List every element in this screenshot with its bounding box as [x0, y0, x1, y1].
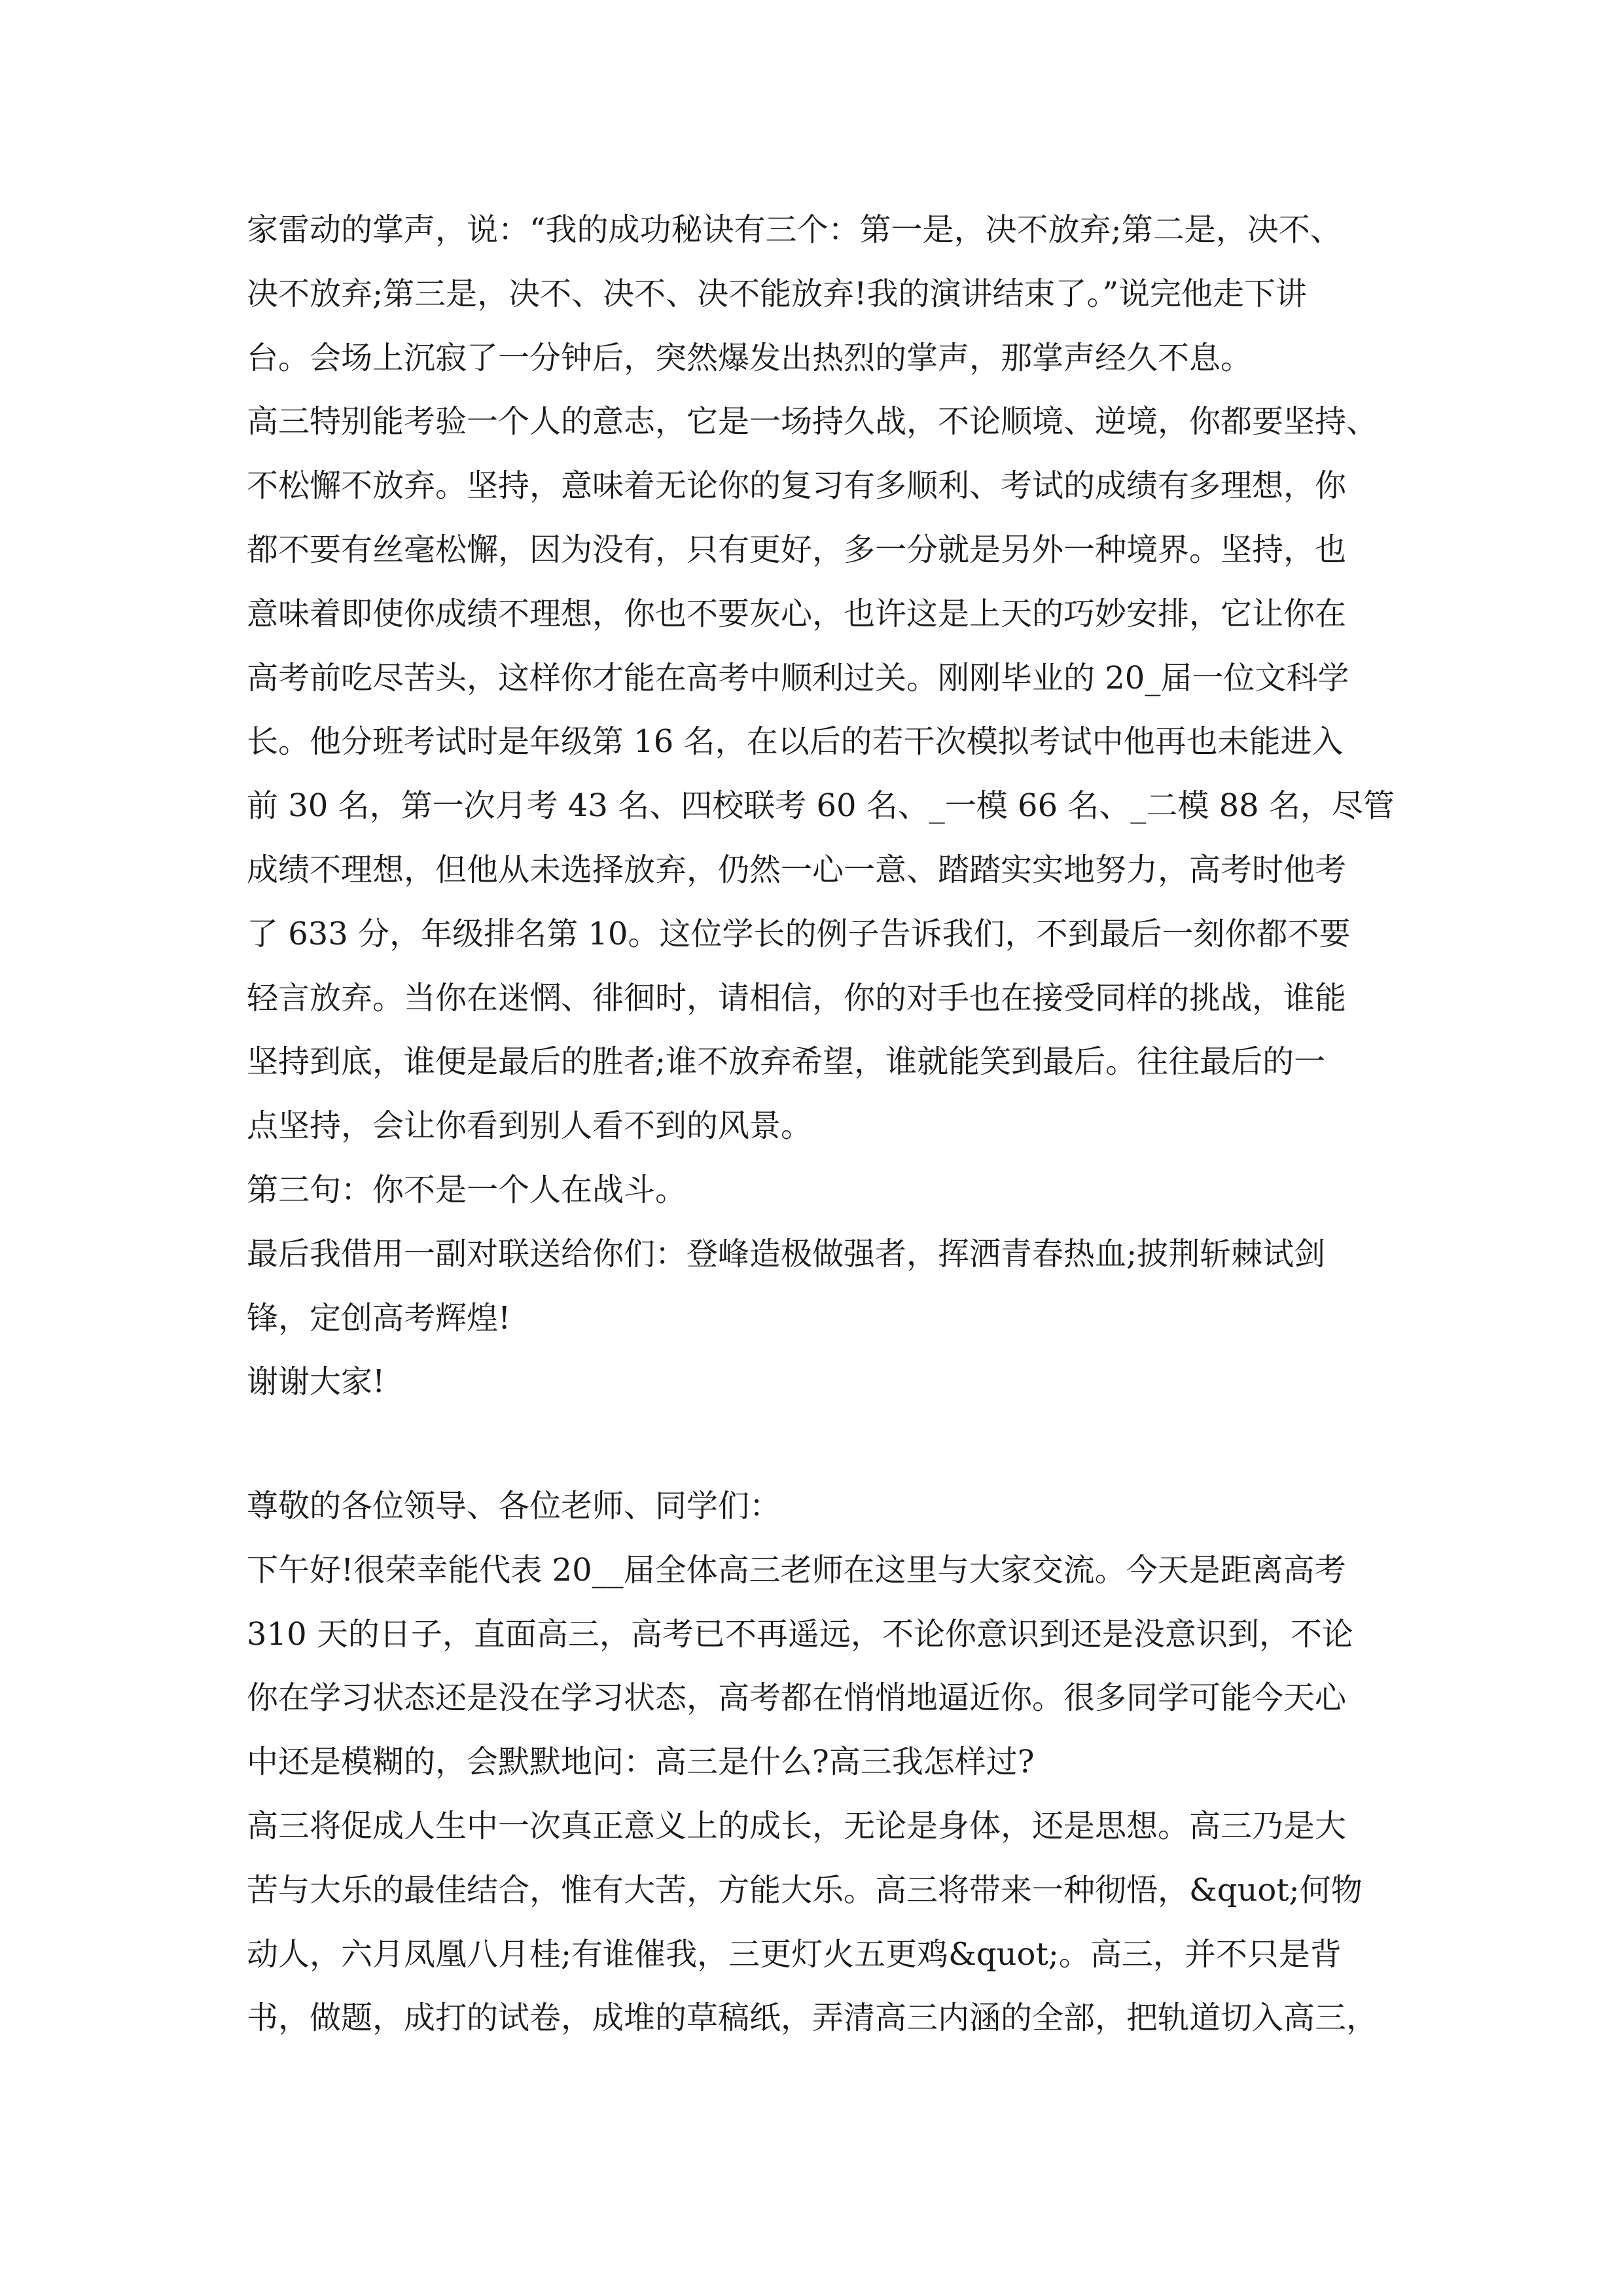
text-line: 意味着即使你成绩不理想，你也不要灰心，也许这是上天的巧妙安排，它让你在 [247, 595, 1347, 632]
text-line: 决不放弃;第三是，决不、决不、决不能放弃!我的演讲结束了。”说完他走下讲 [247, 275, 1308, 312]
text-line: 高三特别能考验一个人的意志，它是一场持久战，不论顺境、逆境，你都要坚持、 [247, 403, 1378, 440]
text-line: 坚持到底，谁便是最后的胜者;谁不放弃希望，谁就能笑到最后。往往最后的一 [247, 1043, 1326, 1081]
text-line: 你在学习状态还是没在学习状态，高考都在悄悄地逼近你。很多同学可能今天心 [247, 1679, 1347, 1717]
text-line: 书，做题，成打的试卷，成堆的草稿纸，弄清高三内涵的全部，把轨道切入高三， [247, 2000, 1378, 2037]
text-line: 锋，定创高考辉煌! [247, 1299, 511, 1336]
text-line: 高三将促成人生中一次真正意义上的成长，无论是身体，还是思想。高三乃是大 [247, 1807, 1347, 1844]
text-block-speech-opening [247, 1475, 1399, 2051]
text-line: 都不要有丝毫松懈，因为没有，只有更好，多一分就是另外一种境界。坚持，也 [247, 531, 1347, 568]
text-line: 不松懈不放弃。坚持，意味着无论你的复习有多顺利、考试的成绩有多理想，你 [247, 467, 1347, 505]
text-line: 台。会场上沉寂了一分钟后，突然爆发出热烈的掌声，那掌声经久不息。 [247, 339, 1253, 376]
text-line: 高考前吃尽苦头，这样你才能在高考中顺利过关。刚刚毕业的 20_届一位文科学 [247, 659, 1349, 696]
text-line: 最后我借用一副对联送给你们：登峰造极做强者，挥洒青春热血;披荆斩棘试剑 [247, 1235, 1326, 1272]
text-line: 第三句：你不是一个人在战斗。 [247, 1171, 687, 1208]
text-line: 苦与大乐的最佳结合，惟有大苦，方能大乐。高三将带来一种彻悟，&quot;何物 [247, 1871, 1363, 1909]
text-line: 谢谢大家! [247, 1363, 385, 1401]
text-line: 310 天的日子，直面高三，高考已不再遥远，不论你意识到还是没意识到，不论 [247, 1615, 1353, 1653]
text-line: 轻言放弃。当你在迷惘、徘徊时，请相信，你的对手也在接受同样的挑战，谁能 [247, 979, 1347, 1016]
text-line: 动人，六月凤凰八月桂;有谁催我，三更灯火五更鸡&quot;。高三，并不只是背 [247, 1935, 1342, 1973]
text-line: 前 30 名，第一次月考 43 名、四校联考 60 名、_一模 66 名、_二模 88 名，尽管 [247, 787, 1395, 825]
text-line: 尊敬的各位领导、各位老师、同学们： [247, 1488, 781, 1524]
text-line: 中还是模糊的，会默默地问：高三是什么?高三我怎样过? [247, 1744, 1035, 1781]
text-line: 长。他分班考试时是年级第 16 名，在以后的若干次模拟考试中他再也未能进入 [247, 723, 1344, 761]
text-block-speech-ending [247, 198, 1399, 1414]
text-line: 下午好!很荣幸能代表 20__届全体高三老师在这里与大家交流。今天是距离高考 [247, 1551, 1346, 1588]
text-line: 家雷动的掌声，说：“我的成功秘诀有三个：第一是，决不放弃;第二是，决不、 [247, 211, 1342, 248]
text-line: 点坚持，会让你看到别人看不到的风景。 [247, 1107, 813, 1145]
text-line: 成绩不理想，但他从未选择放弃，仍然一心一意、踏踏实实地努力，高考时他考 [247, 851, 1347, 888]
text-line: 了 633 分，年级排名第 10。这位学长的例子告诉我们，不到最后一刻你都不要 [247, 915, 1351, 952]
